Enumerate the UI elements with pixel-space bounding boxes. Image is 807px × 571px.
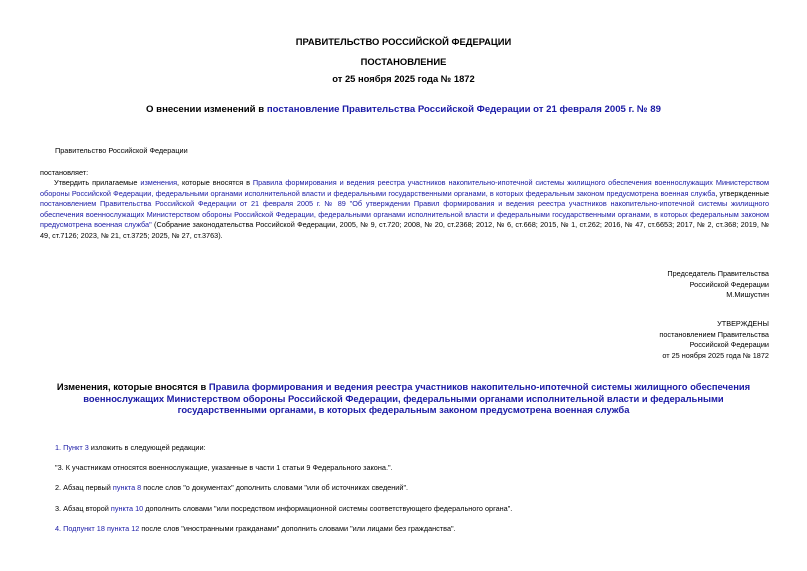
- list-item: "3. К участникам относятся военнослужащие, указанные в части 1 статьи 9 Федерального закона.".: [55, 463, 393, 472]
- list-item: 2. Абзац первый пункта 8 после слов "о документах" дополнить словами "или об источниках сведений".: [55, 483, 409, 492]
- list-item: 4. Подпункт 18 пункта 12 после слов "иностранными гражданами" дополнить словами "или лицами без гражданства".: [55, 524, 456, 533]
- changes-title: Изменения, которые вносятся в Правила формирования и ведения реестра участников накопительно-ипотечной системы жилищного обеспечения военнослужащих Министерством обороны Российской Федерации, федеральными органами исполнительной власти и федеральными государственными органами, в которых федеральным законом предусмотрена военная служба: [56, 381, 751, 416]
- approval-title: УТВЕРЖДЕНЫ: [717, 319, 769, 328]
- subject-prefix: О внесении изменений в: [146, 104, 267, 115]
- list-item: 3. Абзац второй пункта 10 дополнить словами "или посредством информационной системы соответствующего федерального органа".: [55, 504, 513, 513]
- point-10-link[interactable]: пункта 10: [110, 504, 144, 513]
- signature-block: [667, 269, 769, 301]
- resolution-89-link[interactable]: постановлением Правительства Российской Федерации от 21 февраля 2005 г. № 89 "Об утверждении Правил формирования и ведения реестра участников накопительно-ипотечной системы жилищного обеспечения военнослужащих Министерством обороны Российской Федерации, федеральными органами исполнительной власти и федеральными государственными органами, в которых федеральным законом предусмотрена военная служба": [40, 199, 769, 230]
- approval-block: [659, 319, 769, 361]
- changes-link[interactable]: изменения: [140, 178, 178, 187]
- signature-name: М.Мишустин: [726, 290, 769, 300]
- signature-position: Председатель Правительства: [667, 269, 769, 278]
- resolution-paragraph: Утвердить прилагаемые изменения, которые вносятся в Правила формирования и ведения реестра участников накопительно-ипотечной системы жилищного обеспечения военнослужащих Министерством обороны Российской Федерации, федеральными органами исполнительной власти и федеральными государственными органами, в которых федеральным законом предусмотрена военная служба, утвержденные постановлением Правительства Российской Федерации от 21 февраля 2005 г. № 89 "Об утверждении Правил формирования и ведения реестра участников накопительно-ипотечной системы жилищного обеспечения военнослужащих Министерством обороны Российской Федерации, федеральными органами исполнительной власти и федеральными государственными органами, в которых федеральным законом предусмотрена военная служба" (Собрание законодательства Российской Федерации, 2005, № 9, ст.720; 2008, № 20, ст.2368; 2012, № 6, ст.668; 2015, № 1, ст.262; 2016, № 47, ст.6653; 2017, № 2, ст.368; 2019, № 49, ст.7126; 2023, № 21, ст.3725; 2025, № 27, ст.3763).: [40, 178, 770, 240]
- list-item: 1. Пункт 3 изложить в следующей редакции:: [55, 443, 206, 452]
- approval-date: от 25 ноября 2025 года № 1872: [662, 350, 769, 360]
- decides-word: постановляет:: [40, 168, 89, 177]
- approval-line-3: Российской Федерации: [689, 340, 769, 350]
- subject-link[interactable]: постановление Правительства Российской Федерации от 21 февраля 2005 г. № 89: [266, 104, 661, 115]
- document-type: ПОСТАНОВЛЕНИЕ: [360, 56, 447, 67]
- point-8-link[interactable]: пункта 8: [112, 483, 142, 492]
- issuer-heading: ПРАВИТЕЛЬСТВО РОССИЙСКОЙ ФЕДЕРАЦИИ: [295, 36, 512, 47]
- changes-title-rules-link[interactable]: Правила формирования и ведения реестра участников накопительно-ипотечной системы жилищного обеспечения военнослужащих Министерством обороны Российской Федерации, федеральными органами исполнительной власти и федеральными государственными органами, в которых федеральным законом предусмотрена военная служба: [83, 381, 751, 416]
- signature-country: Российской Федерации: [689, 279, 769, 289]
- document-date-number: от 25 ноября 2025 года № 1872: [332, 73, 475, 84]
- document-subject: [0, 104, 807, 115]
- subpoint-18-link[interactable]: Подпункт 18 пункта 12: [63, 524, 140, 533]
- approval-line-2: постановлением Правительства: [659, 329, 769, 339]
- government-name: Правительство Российской Федерации: [55, 146, 188, 155]
- rules-link[interactable]: Правила формирования и ведения реестра участников накопительно-ипотечной системы жилищного обеспечения военнослужащих Министерством обороны Российской Федерации, федеральными органами исполнительной власти и федеральными государственными органами, в которых федеральным законом предусмотрена военная служба: [40, 178, 770, 198]
- point-3-link[interactable]: Пункт 3: [63, 443, 89, 452]
